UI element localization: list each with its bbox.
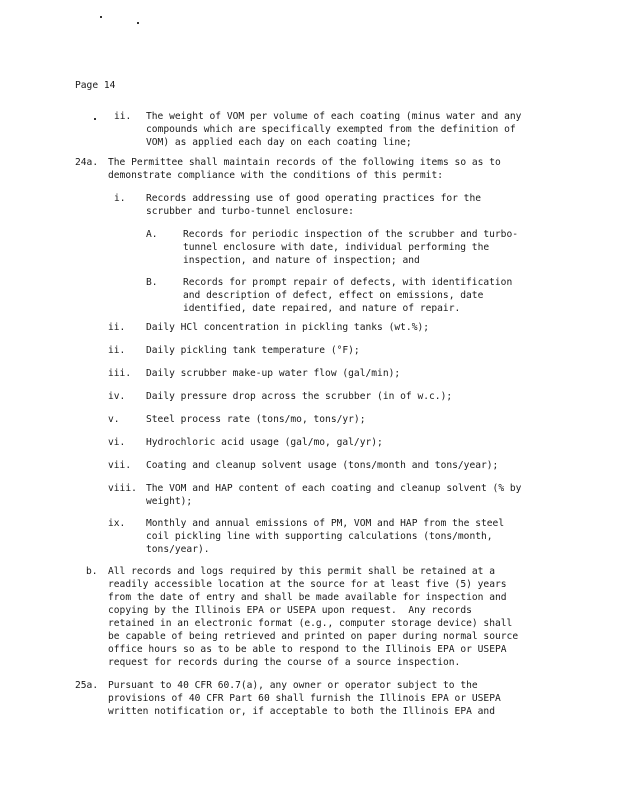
item-text: Daily HCl concentration in pickling tanks (wt.%); (146, 322, 430, 333)
subitem-label: B. (146, 277, 158, 288)
item-number: viii. (108, 483, 137, 494)
scan-speck (137, 22, 139, 24)
page-label: Page 14 (75, 80, 116, 91)
paragraph-line: Records addressing use of good operating practices for the (146, 193, 482, 204)
item-text: Daily pressure drop across the scrubber (in of w.c.); (146, 391, 453, 402)
paragraph-line: The Permittee shall maintain records of the following items so as to (108, 157, 501, 168)
paragraph-line: tons/year). (146, 544, 210, 555)
paragraph-line: copying by the Illinois EPA or USEPA upon request. Any records (108, 605, 472, 616)
paragraph-line: Records for prompt repair of defects, with identification (183, 277, 513, 288)
paragraph-line: Pursuant to 40 CFR 60.7(a), any owner or operator subject to the (108, 680, 478, 691)
item-text: Coating and cleanup solvent usage (tons/month and tons/year); (146, 460, 499, 471)
paragraph-line: The weight of VOM per volume of each coating (minus water and any (146, 111, 522, 122)
item-number: vii. (108, 460, 132, 471)
paragraph-line: request for records during the course of a source inspection. (108, 657, 461, 668)
paragraph-line: readily accessible location at the source for at least five (5) years (108, 579, 507, 590)
item-number: ii. (108, 345, 126, 356)
section-label: b. (86, 566, 98, 577)
item-number: vi. (108, 437, 126, 448)
paragraph-line: All records and logs required by this permit shall be retained at a (108, 566, 495, 577)
paragraph-line: be capable of being retrieved and printed on paper during normal source (108, 631, 519, 642)
paragraph-line: scrubber and turbo-tunnel enclosure: (146, 206, 354, 217)
scan-speck (100, 16, 102, 18)
item-number: v. (108, 414, 120, 425)
section-label: 24a. (75, 157, 99, 168)
paragraph-line: retained in an electronic format (e.g., computer storage device) shall (108, 618, 513, 629)
item-text: Hydrochloric acid usage (gal/mo, gal/yr); (146, 437, 383, 448)
paragraph-line: identified, date repaired, and nature of repair. (183, 303, 461, 314)
item-number: iv. (108, 391, 126, 402)
paragraph-line: weight); (146, 496, 193, 507)
section-label: 25a. (75, 680, 99, 691)
item-number: ix. (108, 518, 126, 529)
item-number: ii. (114, 111, 132, 122)
paragraph-line: inspection, and nature of inspection; and (183, 255, 420, 266)
paragraph-line: from the date of entry and shall be made available for inspection and (108, 592, 507, 603)
item-text: Daily scrubber make-up water flow (gal/min); (146, 368, 401, 379)
paragraph-line: demonstrate compliance with the conditions of this permit: (108, 170, 444, 181)
paragraph-line: coil pickling line with supporting calculations (tons/month, (146, 531, 493, 542)
paragraph-line: provisions of 40 CFR Part 60 shall furnish the Illinois EPA or USEPA (108, 693, 501, 704)
paragraph-line: The VOM and HAP content of each coating and cleanup solvent (% by (146, 483, 522, 494)
paragraph-line: and description of defect, effect on emissions, date (183, 290, 484, 301)
paragraph-line: tunnel enclosure with date, individual performing the (183, 242, 490, 253)
scan-speck (94, 118, 96, 120)
paragraph-line: written notification or, if acceptable to both the Illinois EPA and (108, 706, 495, 717)
item-number: ii. (108, 322, 126, 333)
item-text: Steel process rate (tons/mo, tons/yr); (146, 414, 366, 425)
item-text: Daily pickling tank temperature (°F); (146, 345, 360, 356)
paragraph-line: office hours so as to be able to respond to the Illinois EPA or USEPA (108, 644, 507, 655)
paragraph-line: VOM) as applied each day on each coating line; (146, 137, 412, 148)
subitem-label: A. (146, 229, 158, 240)
paragraph-line: compounds which are specifically exempted from the definition of (146, 124, 516, 135)
paragraph-line: Monthly and annual emissions of PM, VOM and HAP from the steel (146, 518, 505, 529)
paragraph-line: Records for periodic inspection of the scrubber and turbo- (183, 229, 519, 240)
item-number: iii. (108, 368, 132, 379)
item-number: i. (114, 193, 126, 204)
